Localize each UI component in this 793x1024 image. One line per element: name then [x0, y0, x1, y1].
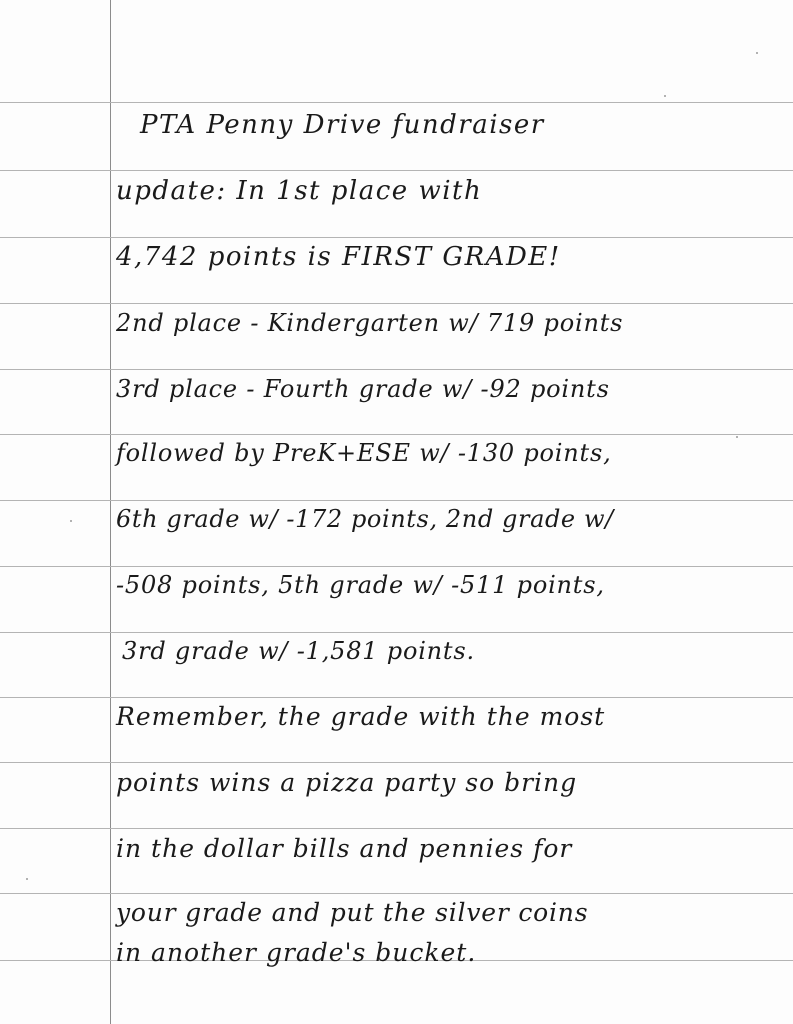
paper-speck: [756, 52, 758, 54]
note-line-title: PTA Penny Drive fundraiser: [140, 110, 545, 140]
ruled-line: [0, 369, 793, 370]
note-line: points wins a pizza party so bring: [116, 768, 578, 797]
ruled-line: [0, 102, 793, 103]
ruled-line: [0, 500, 793, 501]
margin-line: [110, 0, 111, 1024]
note-line: 6th grade w/ -172 points, 2nd grade w/: [116, 505, 614, 533]
ruled-line: [0, 237, 793, 238]
note-line: followed by PreK+ESE w/ -130 points,: [116, 439, 612, 467]
note-line: 2nd place - Kindergarten w/ 719 points: [116, 309, 624, 337]
note-line: 3rd grade w/ -1,581 points.: [122, 637, 475, 665]
note-line: Remember, the grade with the most: [116, 702, 606, 731]
note-line: your grade and put the silver coins: [116, 898, 589, 927]
note-line: -508 points, 5th grade w/ -511 points,: [116, 571, 605, 599]
ruled-line: [0, 566, 793, 567]
ruled-line: [0, 697, 793, 698]
note-line: 4,742 points is FIRST GRADE!: [116, 242, 561, 272]
ruled-line: [0, 434, 793, 435]
ruled-line: [0, 632, 793, 633]
ruled-line: [0, 170, 793, 171]
paper-speck: [70, 520, 72, 522]
note-line: in another grade's bucket.: [116, 938, 477, 967]
note-line: 3rd place - Fourth grade w/ -92 points: [116, 375, 610, 403]
paper-speck: [736, 436, 738, 438]
note-line: update: In 1st place with: [116, 176, 483, 206]
ruled-line: [0, 893, 793, 894]
paper-speck: [26, 878, 28, 880]
paper-speck: [664, 95, 666, 97]
note-line: in the dollar bills and pennies for: [116, 834, 573, 863]
ruled-line: [0, 828, 793, 829]
ruled-line: [0, 303, 793, 304]
ruled-line: [0, 762, 793, 763]
